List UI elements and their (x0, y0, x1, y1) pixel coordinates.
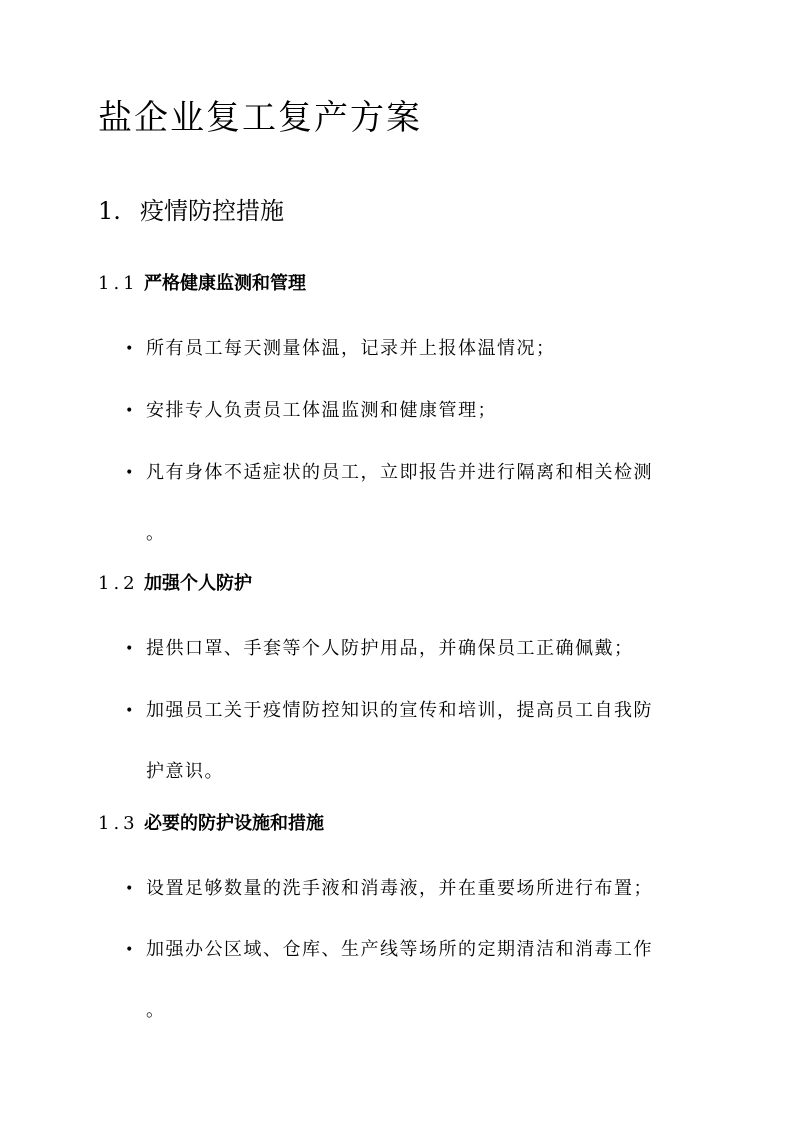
list-item (120, 458, 700, 549)
list-item (120, 935, 700, 1026)
list-item-text: 所有员工每天测量体温，记录并上报体温情况； (146, 338, 556, 359)
list-item-text: 设置足够数量的洗手液和消毒液，并在重要场所进行布置； (146, 878, 653, 899)
list-item-text: 加强员工关于疫情防控知识的宣传和培训，提高员工自我防 (146, 700, 653, 721)
subsection-title: 加强个人防护 (144, 573, 252, 594)
list-item-text-continued: 。 (146, 523, 166, 544)
bullet-icon: • (125, 881, 135, 897)
bullet-icon: • (125, 341, 135, 357)
section-heading (98, 193, 284, 229)
bullet-icon: • (125, 641, 135, 657)
bullet-icon: • (125, 942, 135, 958)
subsection-number: 1.3 (98, 813, 139, 834)
subsection-number: 1.1 (98, 273, 139, 294)
subsection-title: 必要的防护设施和措施 (144, 813, 324, 834)
list-item (120, 396, 700, 426)
section-number: 1. (98, 197, 121, 225)
subsection-heading-1-2 (98, 569, 252, 599)
subsection-number: 1.2 (98, 573, 139, 594)
list-item (120, 334, 700, 364)
section-title: 疫情防控措施 (140, 197, 284, 225)
list-item (120, 874, 700, 904)
list-item-text-continued: 护意识。 (146, 761, 224, 782)
list-item-text-continued: 。 (146, 1000, 166, 1021)
bullet-icon: • (125, 465, 135, 481)
list-item-text: 凡有身体不适症状的员工，立即报告并进行隔离和相关检测 (146, 462, 653, 483)
list-item-text: 加强办公区域、仓库、生产线等场所的定期清洁和消毒工作 (146, 939, 653, 960)
bullet-icon: • (125, 703, 135, 719)
list-item (120, 696, 700, 787)
list-item-text: 安排专人负责员工体温监测和健康管理； (146, 400, 497, 421)
subsection-heading-1-3 (98, 809, 324, 839)
bullet-icon: • (125, 403, 135, 419)
page-title: 盐企业复工复产方案 (98, 98, 422, 138)
subsection-heading-1-1 (98, 269, 306, 299)
subsection-title: 严格健康监测和管理 (144, 273, 306, 294)
list-item (120, 634, 700, 664)
list-item-text: 提供口罩、手套等个人防护用品，并确保员工正确佩戴； (146, 638, 634, 659)
